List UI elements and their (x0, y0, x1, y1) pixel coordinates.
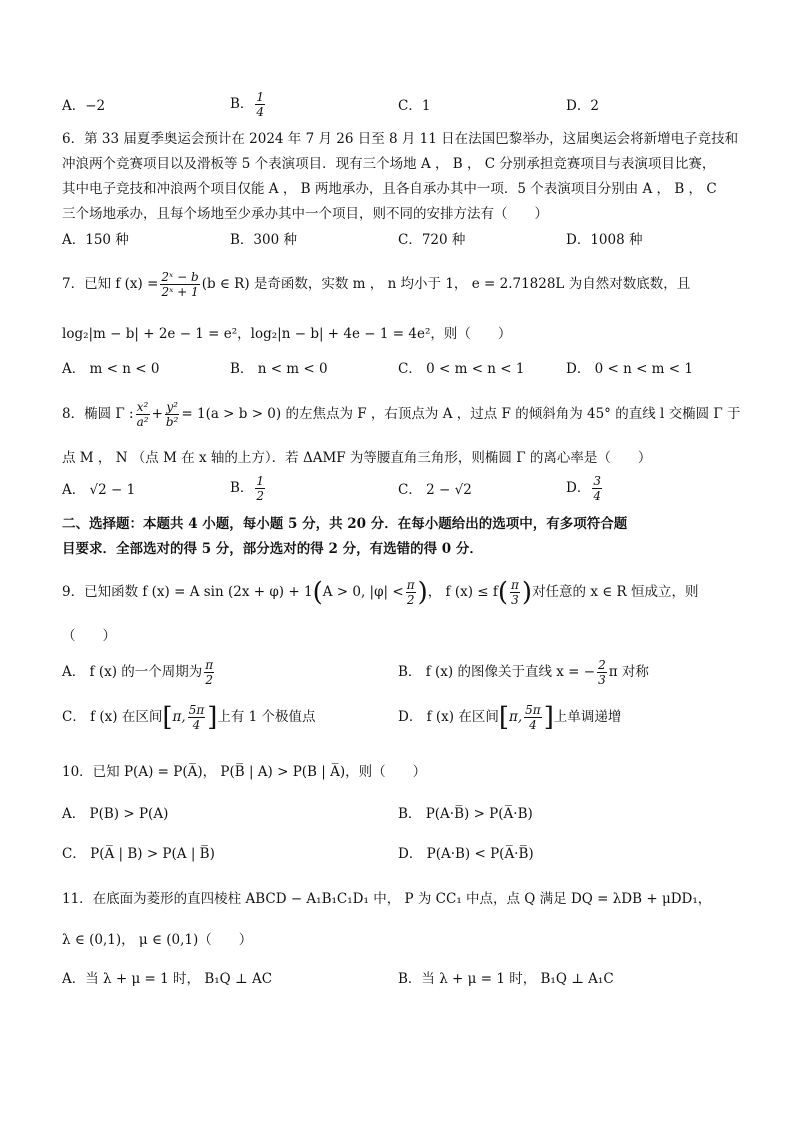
q9-option-c-text: C． f (x) 在区间 (62, 709, 163, 725)
q6-line-3: 其中电子竞技和冲浪两个项目仅能 A ， B 两地承办，且各自承办其中一项．5 个表演项目分别由 A ， B ， C (62, 181, 717, 197)
fraction (592, 474, 602, 503)
q9-middle: ， f (x) ≤ f (427, 584, 498, 600)
q5-option-c: C．1 (398, 98, 431, 114)
fraction (255, 474, 265, 503)
q8-prefix: 8．椭圆 Γ : (62, 406, 134, 422)
denominator: b² (165, 415, 179, 429)
q6-line-1: 6．第 33 届夏季奥运会预计在 2024 年 7 月 26 日至 8 月 11 日在法国巴黎举办，这届奥运会将新增电子竞技和 (62, 131, 739, 147)
q9-option-d-text: D． f (x) 在区间 (398, 709, 499, 725)
numerator: π (205, 658, 214, 672)
q8-suffix: = 1(a > b > 0) 的左焦点为 F ，右顶点为 A ，过点 F 的倾斜角为 45° 的直线 l 交椭圆 Γ 于 (181, 406, 741, 422)
numerator: π (406, 578, 415, 592)
q7-option-a: A． m < n < 0 (62, 361, 160, 377)
q6-option-b: B．300 种 (230, 232, 297, 248)
left-paren: ( (497, 577, 509, 608)
fraction (510, 578, 520, 607)
numerator: 1 (256, 90, 265, 104)
plus-sign: + (151, 406, 163, 422)
q8-line-2: 点 M ， N （点 M 在 x 轴的上方）．若 ΔAMF 为等腰直角三角形，则椭圆 Γ 的离心率是（ ） (62, 450, 652, 466)
q11-option-b: B．当 λ + μ = 1 时， B₁Q ⊥ A₁C (398, 971, 614, 987)
denominator: 2 (256, 489, 265, 503)
denominator: 2 (406, 593, 415, 607)
q10-option-d: D． P(A·B) < P(A̅·B̅) (398, 846, 534, 862)
q6-option-c: C．720 种 (398, 232, 466, 248)
interval-start: π, (509, 709, 523, 725)
q5-option-d: D．2 (566, 98, 599, 114)
q9-option-b-suffix: π 对称 (608, 664, 649, 680)
q9-line-1 (62, 578, 699, 607)
q10-option-a: A． P(B) > P(A) (62, 806, 169, 822)
denominator: 4 (256, 105, 265, 119)
fraction (204, 658, 214, 687)
q7-option-b: B． n < m < 0 (230, 361, 328, 377)
q8-option-b (230, 474, 267, 503)
left-bracket: [ (498, 702, 509, 733)
numerator: 3 (593, 474, 601, 488)
q5-option-b (230, 90, 267, 119)
q10-option-c: C． P(A̅ | B) > P(A | B̅) (62, 846, 215, 862)
denominator: 4 (593, 489, 601, 503)
section-2-line-1: 二、选择题：本题共 4 小题，每小题 5 分，共 20 分．在每小题给出的选项中，有多项符合题 (62, 516, 628, 532)
q9-answer-paren: （ ） (62, 628, 116, 644)
section-2-line-2: 目要求．全部选对的得 5 分，部分选对的得 2 分，有选错的得 0 分． (62, 541, 483, 557)
q8-line-1 (62, 400, 741, 429)
numerator: π (511, 578, 519, 592)
q9-option-b (398, 658, 649, 687)
q11-option-a: A．当 λ + μ = 1 时， B₁Q ⊥ AC (62, 971, 273, 987)
q6-line-4: 三个场地承办，且每个场地至少承办其中一个项目，则不同的安排方法有（ ） (62, 206, 548, 222)
right-paren: ) (417, 577, 428, 608)
q5-option-a: A．−2 (62, 98, 106, 114)
fraction (255, 90, 265, 119)
right-paren: ) (521, 577, 533, 608)
numerator: x² (136, 400, 149, 414)
fraction (160, 270, 199, 299)
q8-option-c: C． 2 − √2 (398, 482, 472, 498)
q9-suffix: 对任意的 x ∈ R 恒成立，则 (532, 584, 699, 600)
q7-suffix: (b ∈ R) 是奇函数，实数 m ， n 均小于 1， e = 2.71828L 为自然对数底数，且 (201, 276, 691, 292)
q9-prefix: 9．已知函数 f (x) = A sin (2x + φ) + 1 (62, 584, 313, 600)
numerator: 2ˣ − b (161, 270, 199, 284)
denominator: 2 (205, 673, 214, 687)
q11-line-1: 11．在底面为菱形的直四棱柱 ABCD − A₁B₁C₁D₁ 中， P 为 CC₁ 中点，点 Q 满足 DQ = λDB + μDD₁， (62, 891, 712, 907)
q5-option-b-label: B． (230, 96, 254, 112)
q7-line-1 (62, 270, 690, 299)
left-bracket: [ (162, 702, 173, 733)
denominator: a² (136, 415, 149, 429)
denominator: 2ˣ + 1 (161, 285, 199, 299)
fraction (524, 703, 542, 732)
q9-option-c-suffix: 上有 1 个极值点 (217, 709, 316, 725)
q11-line-2: λ ∈ (0,1)， μ ∈ (0,1)（ ） (62, 932, 253, 948)
q10-stem: 10．已知 P(A) = P(A̅)， P(B̅ | A) > P(B | A̅)，则（ ） (62, 764, 427, 780)
right-bracket: ] (543, 702, 554, 733)
numerator: 5π (525, 703, 541, 717)
denominator: 4 (192, 718, 201, 732)
fraction (597, 658, 607, 687)
q7-prefix: 7．已知 f (x) = (62, 276, 159, 292)
fraction (188, 703, 206, 732)
denominator: 4 (529, 718, 537, 732)
q6-option-a: A．150 种 (62, 232, 129, 248)
fraction (136, 400, 150, 429)
q9-condition: A > 0, |φ| < (322, 584, 404, 600)
q6-line-2: 冲浪两个竞赛项目以及滑板等 5 个表演项目．现有三个场地 A ， B ， C 分别承担竞赛项目与表演项目比赛， (62, 156, 716, 172)
q10-option-b: B． P(A·B̅) > P(A̅·B) (398, 806, 533, 822)
q7-option-c: C． 0 < m < n < 1 (398, 361, 525, 377)
fraction (165, 400, 180, 429)
denominator: 3 (511, 593, 519, 607)
numerator: 2 (598, 658, 606, 672)
numerator: 1 (256, 474, 265, 488)
right-bracket: ] (207, 702, 218, 733)
numerator: y² (166, 400, 178, 414)
q7-line-2: log₂|m − b| + 2e − 1 = e²，log₂|n − b| + 4e − 1 = 4e²，则（ ） (62, 326, 512, 342)
q8-option-d-label: D． (566, 480, 591, 496)
numerator: 5π (188, 703, 205, 717)
q8-option-a: A． √2 − 1 (62, 482, 136, 498)
q6-option-d: D．1008 种 (566, 232, 643, 248)
left-paren: ( (312, 577, 323, 608)
q9-option-a-text: A． f (x) 的一个周期为 (62, 664, 203, 680)
q9-option-b-text: B． f (x) 的图像关于直线 x = − (398, 664, 596, 680)
fraction (406, 578, 416, 607)
q9-option-d (398, 703, 621, 732)
q8-option-d (566, 474, 604, 503)
q9-option-a (62, 658, 216, 687)
denominator: 3 (598, 673, 606, 687)
interval-start: π, (172, 709, 186, 725)
q9-option-d-suffix: 上单调递增 (553, 709, 622, 725)
q8-option-b-label: B． (230, 480, 254, 496)
q7-option-d: D． 0 < n < m < 1 (566, 361, 693, 377)
q9-option-c (62, 703, 316, 732)
